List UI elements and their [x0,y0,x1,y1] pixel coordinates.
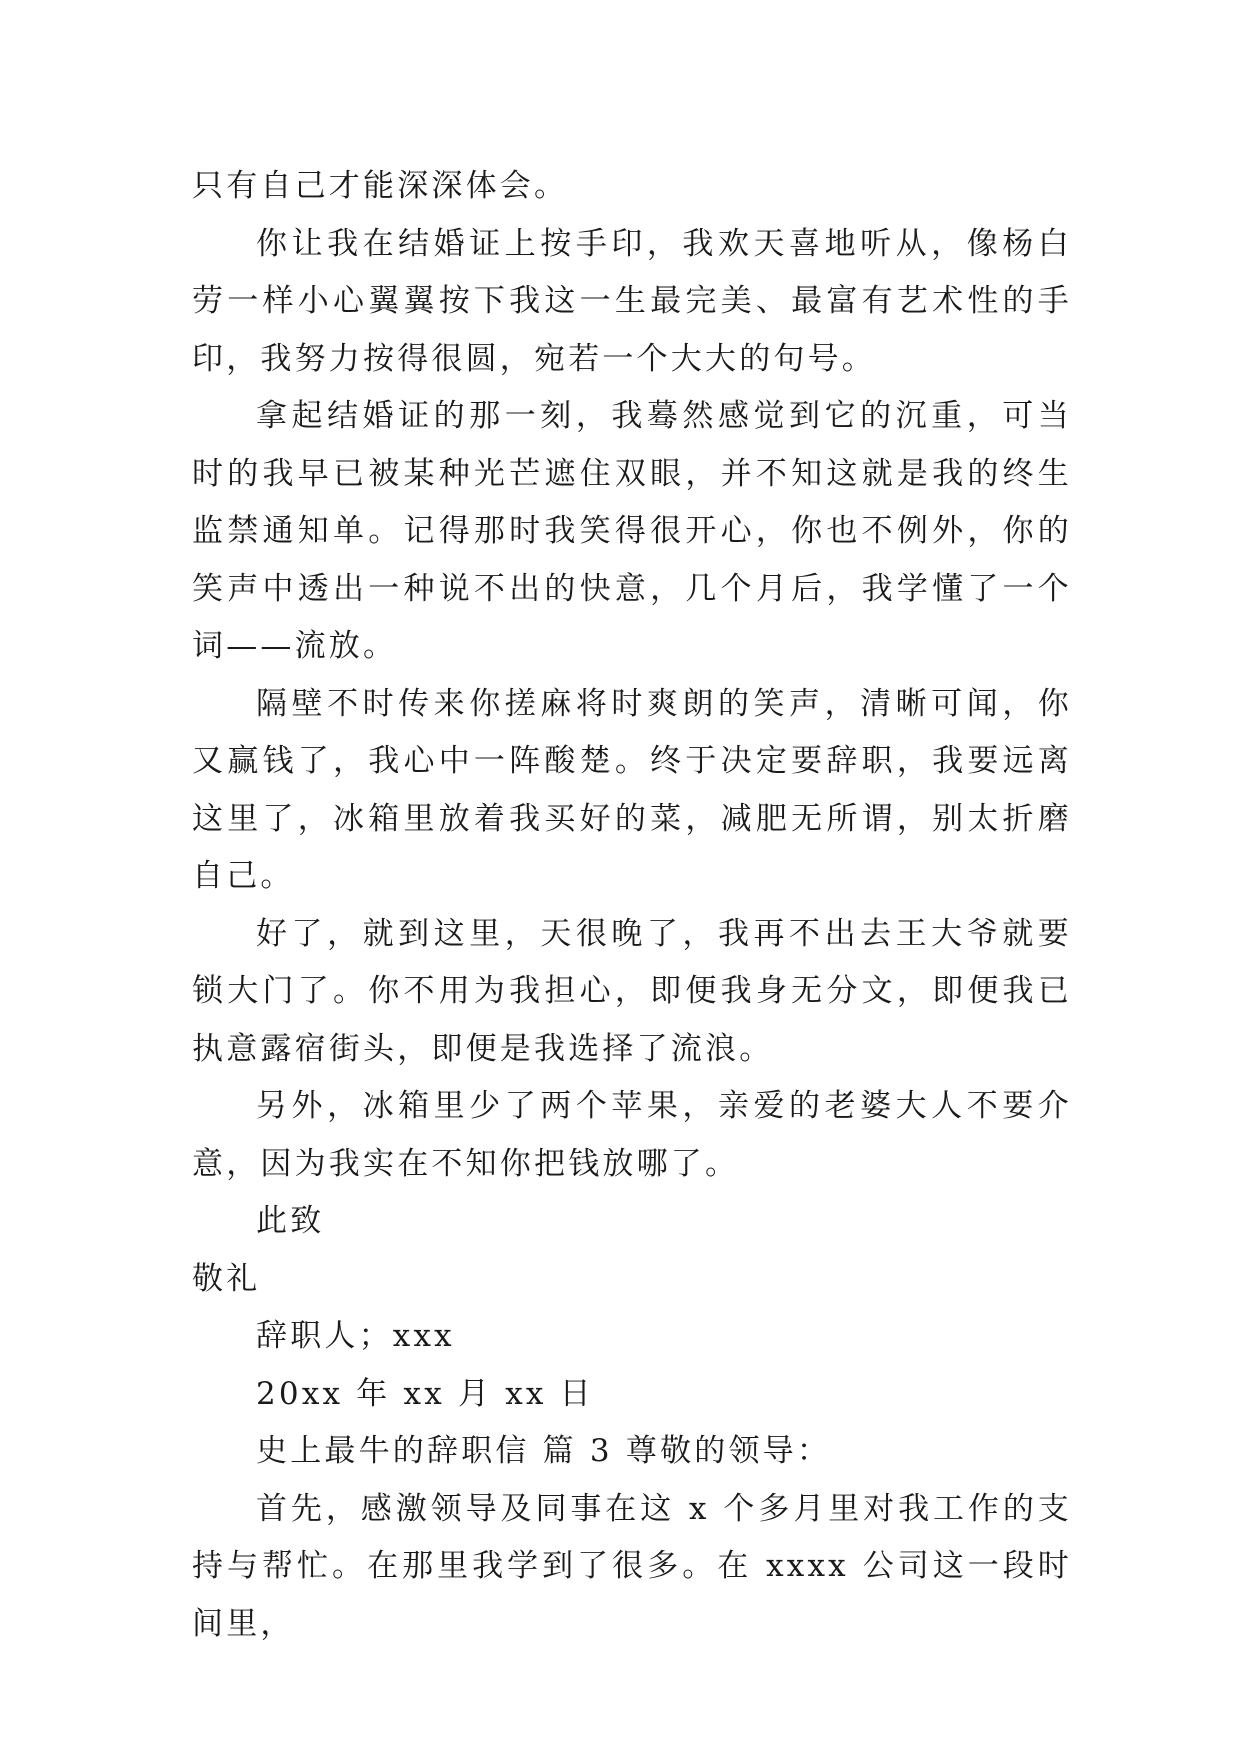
closing-regards: 敬礼 [192,1260,261,1297]
date-line: 20xx 年 xx 月 xx 日 [256,1375,594,1412]
closing-salutation: 此致 [256,1203,325,1239]
paragraph-1: 只有自己才能深深体会。 [192,168,569,204]
paragraph-2: 你让我在结婚证上按手印，我欢天喜地听从，像杨白劳一样小心翼翼按下我这一生最完美、最富有艺术性的手印，我努力按得很圆，宛若一个大大的句号。 [192,225,1072,377]
paragraph-4: 隔壁不时传来你搓麻将时爽朗的笑声，清晰可闻，你又赢钱了，我心中一阵酸楚。终于决定要辞职，我要远离这里了，冰箱里放着我买好的菜，减肥无所谓，别太折磨自己。 [192,685,1072,894]
document-body [192,158,1072,1653]
paragraph-3: 拿起结婚证的那一刻，我蓦然感觉到它的沉重，可当时的我早已被某种光芒遮住双眼，并不知这就是我的终生监禁通知单。记得那时我笑得很开心，你也不例外，你的笑声中透出一种说不出的快意，几个月后，我学懂了一个词——流放。 [192,398,1072,664]
paragraph-6: 另外，冰箱里少了两个苹果，亲爱的老婆大人不要介意，因为我实在不知你把钱放哪了。 [192,1088,1072,1182]
signature-line: 辞职人；xxx [256,1318,455,1354]
paragraph-7: 首先，感激领导及同事在这 x 个多月里对我工作的支持与帮忙。在那里我学到了很多。在 xxxx 公司这一段时间里， [192,1490,1072,1642]
paragraph-5: 好了，就到这里，天很晚了，我再不出去王大爷就要锁大门了。你不用为我担心，即便我身无分文，即便我已执意露宿街头，即便是我选择了流浪。 [192,915,1072,1067]
section-heading: 史上最牛的辞职信 篇 3 尊敬的领导： [256,1433,832,1469]
